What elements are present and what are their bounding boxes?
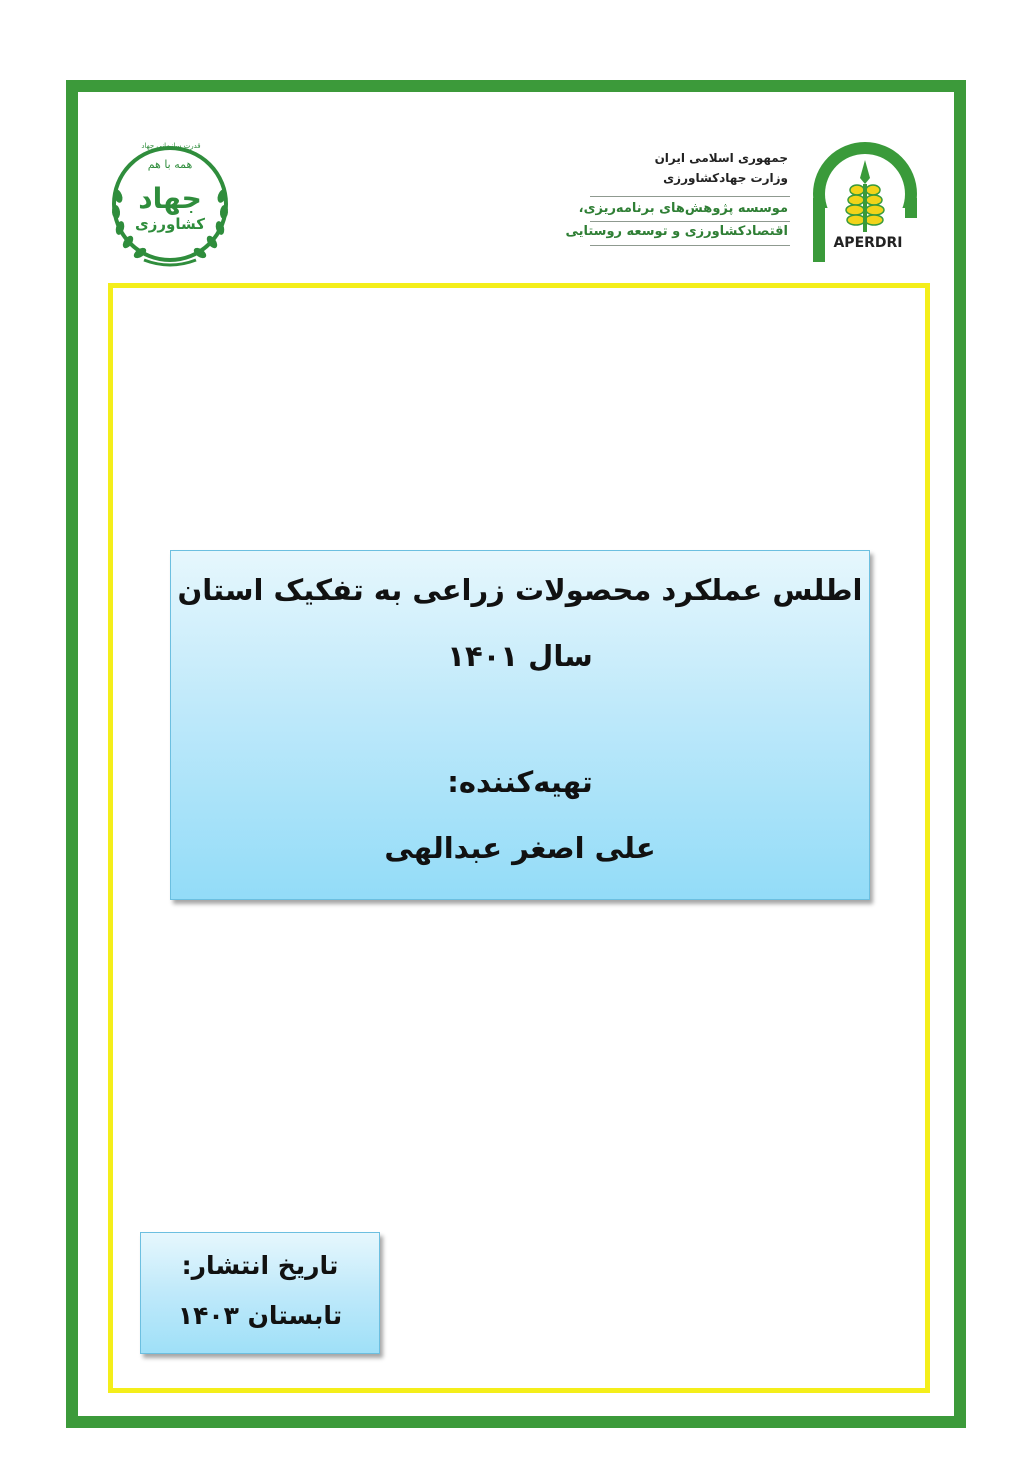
institute-line-1: موسسه پژوهش‌های برنامه‌ریزی، <box>578 201 788 216</box>
document-year: سال ۱۴۰۱ <box>447 639 593 673</box>
institute-rule-middle <box>590 221 790 222</box>
gov-line-ministry: وزارت جهادکشاورزی <box>663 171 788 185</box>
gov-line-country: جمهوری اسلامی ایران <box>654 151 788 165</box>
institute-rule-top <box>590 196 790 197</box>
aperdri-label: APERDRI <box>833 235 903 251</box>
publication-date-value: تابستان ۱۴۰۳ <box>177 1301 343 1330</box>
author-label: تهیه‌کننده: <box>447 765 593 799</box>
jihad-logo-arc-text: قدرت سازمانی جهاد <box>141 142 201 150</box>
institute-line-2: اقتصادکشاورزی و توسعه روستایی <box>565 224 788 239</box>
institute-rule-bottom <box>590 245 790 246</box>
jihad-logo-sub-text: کشاورزی <box>135 215 205 233</box>
title-box <box>170 550 870 900</box>
author-name: علی اصغر عبدالهی <box>384 831 656 865</box>
publication-date-label: تاریخ انتشار: <box>181 1251 339 1280</box>
document-title: اطلس عملکرد محصولات زراعی به تفکیک استان <box>177 573 863 607</box>
jihad-logo-top-text: همه با هم <box>147 158 193 171</box>
publication-date-box <box>140 1232 380 1354</box>
jihad-logo-main-text: جهاد <box>138 182 202 215</box>
